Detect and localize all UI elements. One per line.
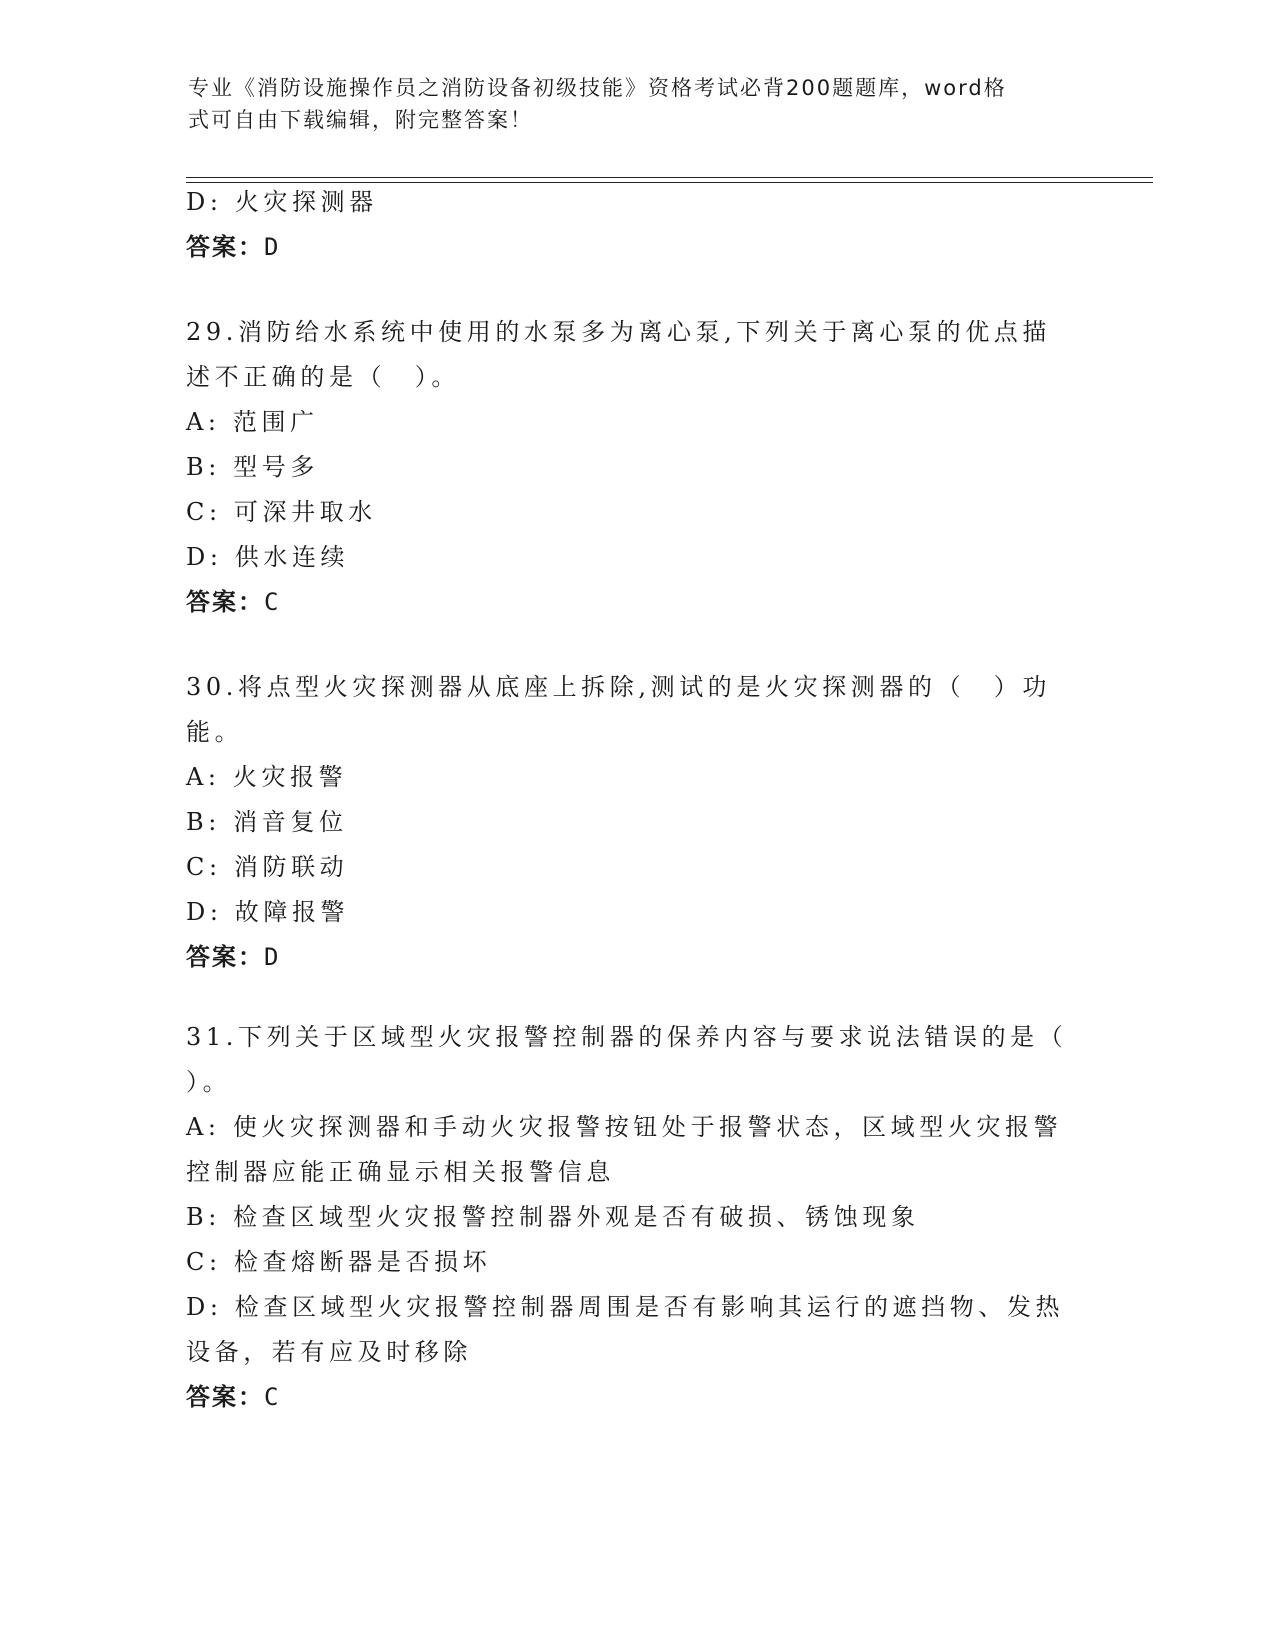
option-a: A: 范围广: [186, 408, 319, 436]
option-d-line-2: 设备，若有应及时移除: [186, 1338, 472, 1366]
option-d: D: 火灾探测器: [186, 188, 378, 216]
option-a-line-2: 控制器应能正确显示相关报警信息: [186, 1158, 615, 1186]
answer-line: [186, 935, 1066, 980]
answer-value: D: [264, 233, 281, 261]
header-divider-top: [186, 177, 1153, 178]
answer-line: [186, 225, 1066, 270]
option-b: B: 型号多: [186, 453, 319, 481]
option-d: D: 供水连续: [186, 543, 350, 571]
header-line-1: 专业《消防设施操作员之消防设备初级技能》资格考试必背200题题库，word格: [188, 76, 1007, 100]
option-d-line-1: D: 检查区域型火灾报警控制器周围是否有影响其运行的遮挡物、发热: [186, 1293, 1065, 1321]
question-stem-line-1: 31.下列关于区域型火灾报警控制器的保养内容与要求说法错误的是（: [186, 1023, 1068, 1051]
option-c: C: 消防联动: [186, 853, 349, 881]
answer-label: 答案：: [186, 943, 264, 971]
question-31: [186, 1015, 1066, 1420]
answer-label: 答案：: [186, 233, 264, 261]
question-stem-line-2: 能。: [186, 718, 244, 746]
option-c: C: 可深井取水: [186, 498, 377, 526]
option-d: D: 故障报警: [186, 898, 350, 926]
option-c: C: 检查熔断器是否损坏: [186, 1248, 492, 1276]
option-b: B: 检查区域型火灾报警控制器外观是否有破损、锈蚀现象: [186, 1203, 920, 1231]
document-header: [188, 72, 1068, 136]
question-stem-line-2: 述不正确的是（ ）。: [186, 363, 460, 391]
answer-line: [186, 580, 1066, 625]
answer-value: C: [264, 588, 281, 616]
previous-question-tail: [186, 180, 1066, 270]
question-30: [186, 665, 1066, 980]
question-stem-line-2: ）。: [186, 1068, 232, 1096]
question-29: [186, 310, 1066, 625]
header-line-2: 式可自由下载编辑，附完整答案！: [188, 108, 533, 132]
question-stem-line-1: 29.消防给水系统中使用的水泵多为离心泵,下列关于离心泵的优点描: [186, 318, 1051, 346]
option-a: A: 火灾报警: [186, 763, 348, 791]
option-a-line-1: A: 使火灾探测器和手动火灾报警按钮处于报警状态，区域型火灾报警: [186, 1113, 1063, 1141]
option-b: B: 消音复位: [186, 808, 348, 836]
answer-line: [186, 1375, 1066, 1420]
answer-value: D: [264, 943, 281, 971]
question-stem-line-1: 30.将点型火灾探测器从底座上拆除,测试的是火灾探测器的（ ）功: [186, 673, 1051, 701]
answer-label: 答案：: [186, 1383, 264, 1411]
answer-value: C: [264, 1383, 281, 1411]
answer-label: 答案：: [186, 588, 264, 616]
